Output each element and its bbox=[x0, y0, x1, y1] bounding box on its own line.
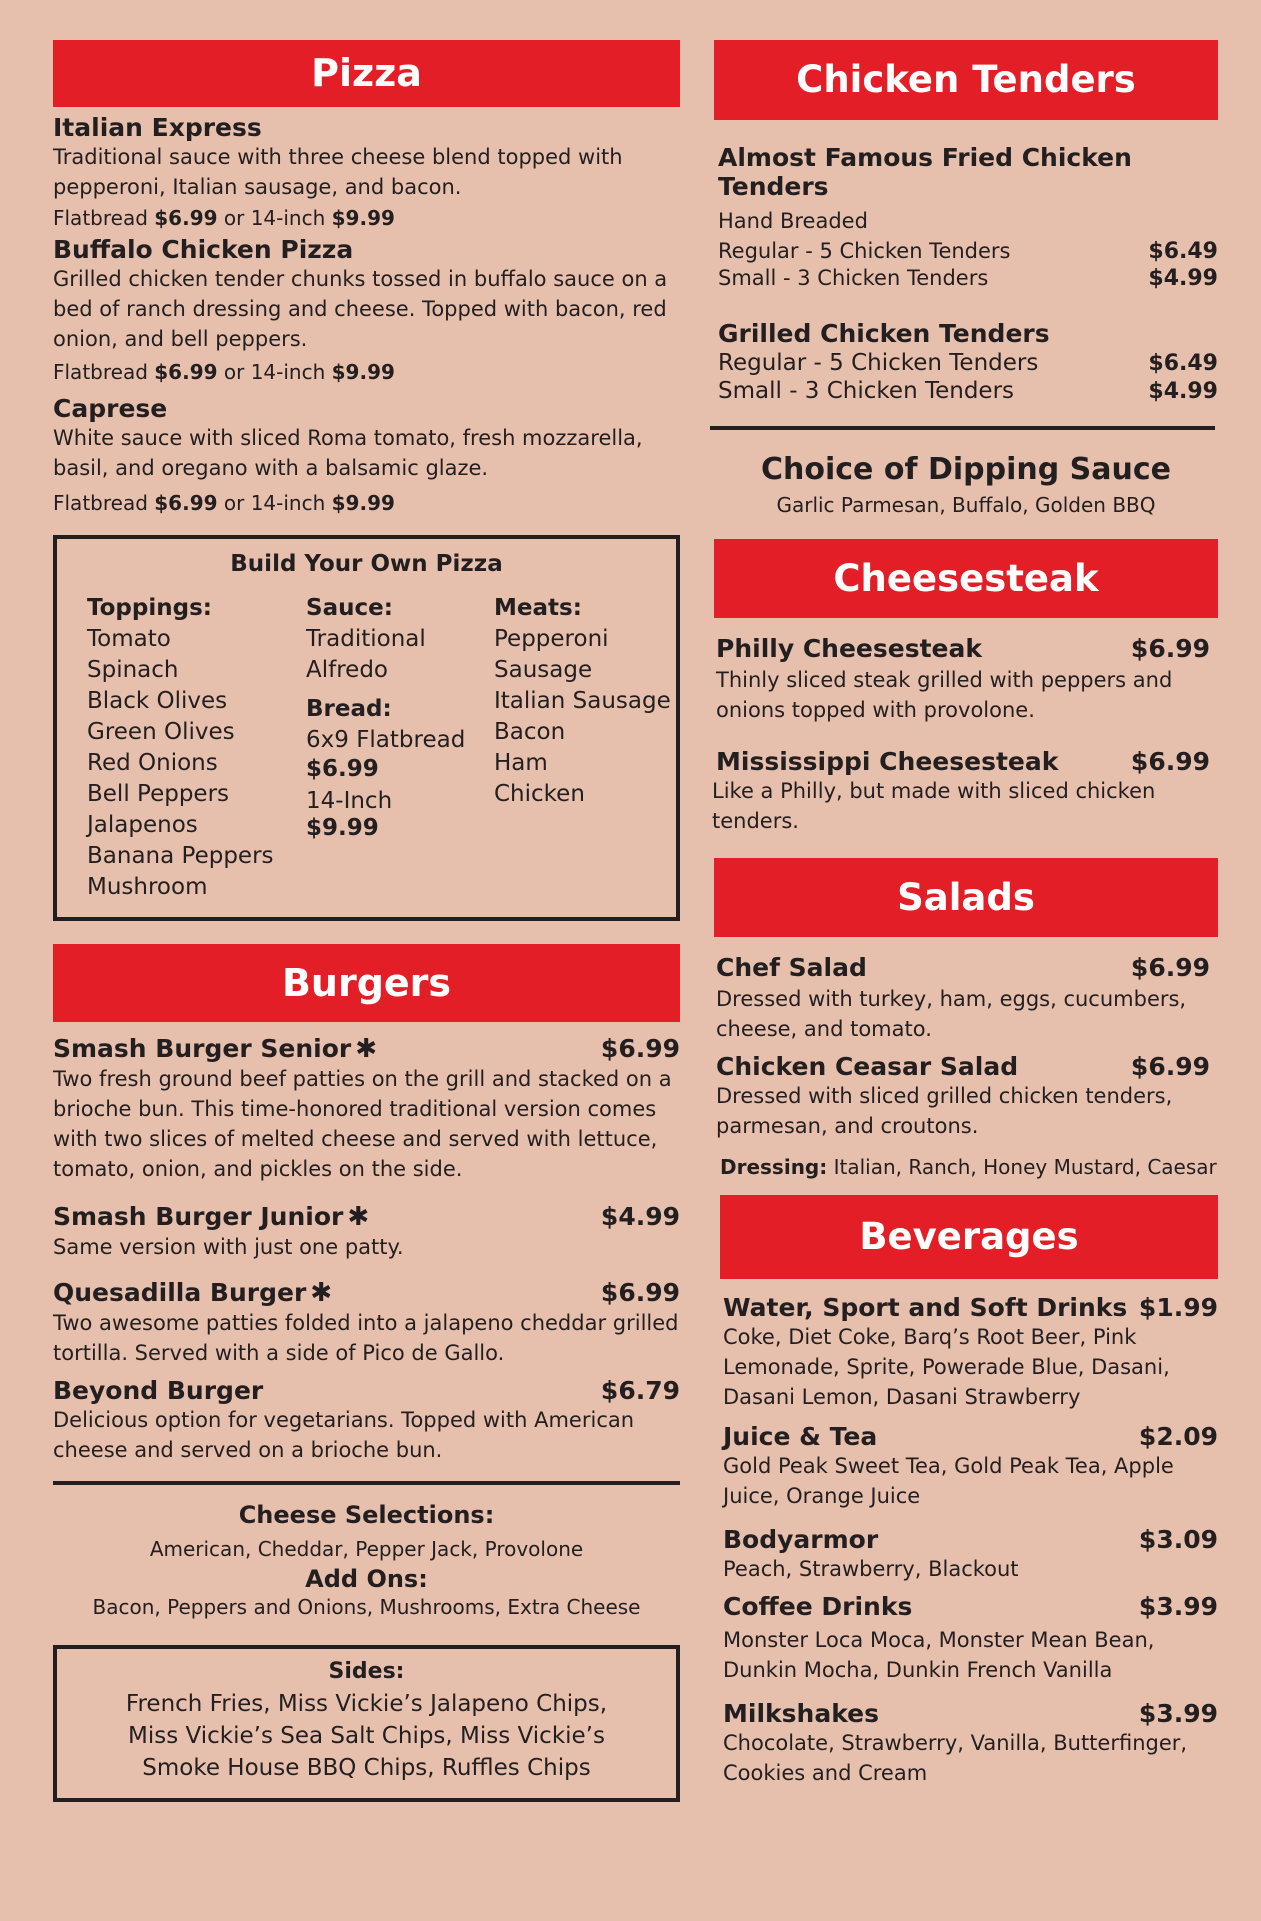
bread-price: $9.99 bbox=[306, 815, 379, 841]
pizza-item bbox=[53, 235, 680, 384]
pizza-item-name: Caprese bbox=[53, 394, 168, 423]
burgers-title: Burgers bbox=[281, 961, 452, 1005]
pizza-item bbox=[53, 394, 680, 515]
tenders-row-price: $4.99 bbox=[1148, 379, 1218, 404]
meat-item: Bacon bbox=[494, 719, 566, 745]
salad-name: Chicken Ceasar Salad bbox=[716, 1052, 1019, 1081]
sauce-item: Traditional bbox=[306, 626, 426, 652]
burger-name: Smash Burger Senior bbox=[53, 1034, 352, 1063]
star-icon: ✱ bbox=[355, 1034, 378, 1064]
salads-banner bbox=[714, 858, 1218, 937]
tenders-row-price: $4.99 bbox=[1148, 266, 1218, 291]
sides-title: Sides: bbox=[328, 1659, 405, 1684]
tenders-item-name: Almost Famous Fried Chicken Tenders bbox=[718, 143, 1132, 201]
tenders-subtitle: Hand Breaded bbox=[718, 209, 868, 233]
pizza-item-prices bbox=[53, 206, 680, 230]
fried-tenders bbox=[714, 143, 1218, 291]
beverage-desc: Coke, Diet Coke, Barq’s Root Beer, Pink Lemonade, Sprite, Powerade Blue, Dasani, Dasani Lemon, Dasani Strawberry bbox=[723, 1325, 1170, 1409]
sauce-item: Alfredo bbox=[306, 657, 388, 683]
topping-item: Jalapenos bbox=[87, 812, 198, 838]
meat-item: Pepperoni bbox=[494, 626, 609, 652]
large-price: $9.99 bbox=[331, 206, 395, 230]
cheese-selections bbox=[53, 1501, 680, 1619]
bread-item: 6x9 Flatbread bbox=[306, 727, 466, 753]
flatbread-price: $6.99 bbox=[154, 491, 218, 515]
bread-price: $6.99 bbox=[306, 756, 379, 782]
burger-item bbox=[53, 1034, 680, 1184]
beverage-price: $3.99 bbox=[1138, 1699, 1218, 1728]
tenders-row bbox=[718, 266, 1218, 291]
large-label: or 14-inch bbox=[223, 491, 326, 515]
divider bbox=[710, 426, 1215, 430]
beverage-item bbox=[723, 1422, 1218, 1511]
beverage-name: Bodyarmor bbox=[723, 1525, 879, 1554]
beverage-item bbox=[723, 1699, 1218, 1788]
cheesesteak-banner bbox=[714, 539, 1218, 618]
toppings-label: Toppings: bbox=[87, 595, 212, 621]
tenders-row-label: Regular - 5 Chicken Tenders bbox=[718, 239, 1011, 263]
pizza-item-name: Buffalo Chicken Pizza bbox=[53, 235, 354, 264]
tenders-title: Chicken Tenders bbox=[796, 58, 1136, 101]
meat-item: Ham bbox=[494, 750, 548, 776]
cheesesteak-item bbox=[714, 634, 1218, 725]
topping-item: Banana Peppers bbox=[87, 843, 274, 869]
meat-item: Sausage bbox=[494, 657, 593, 683]
byo-columns bbox=[87, 593, 676, 903]
salad-item bbox=[714, 953, 1218, 1044]
cheesesteak-title: Cheesesteak bbox=[833, 557, 1099, 600]
beverages-banner bbox=[720, 1195, 1218, 1279]
burger-desc: Two fresh ground beef patties on the grill and stacked on a brioche bun. This time-honored traditional version comes with two slices of melted cheese and served with lettuce, tomato, onion, and pickles on the side. bbox=[53, 1067, 672, 1181]
topping-item: Red Onions bbox=[87, 750, 218, 776]
beverage-name: Milkshakes bbox=[723, 1699, 879, 1728]
sauce-bread-column bbox=[306, 593, 494, 903]
salad-desc: Dressed with turkey, ham, eggs, cucumbers, cheese, and tomato. bbox=[716, 987, 1187, 1041]
build-your-own-box bbox=[53, 535, 680, 921]
cheesesteak-price: $6.99 bbox=[1130, 747, 1210, 776]
meats-column bbox=[494, 593, 671, 903]
tenders-row-price: $6.49 bbox=[1148, 239, 1218, 264]
addons-label: Add Ons: bbox=[305, 1565, 428, 1593]
sides-line: French Fries, Miss Vickie’s Jalapeno Chips, bbox=[125, 1691, 608, 1717]
beverage-price: $2.09 bbox=[1138, 1422, 1218, 1451]
dipping-sauce-title: Choice of Dipping Sauce bbox=[761, 452, 1171, 487]
sides-box bbox=[53, 1645, 680, 1802]
star-icon: ✱ bbox=[310, 1278, 333, 1308]
cheesesteak-desc: Thinly sliced steak grilled with peppers and onions topped with provolone. bbox=[716, 668, 1173, 722]
salad-item bbox=[714, 1052, 1218, 1141]
beverage-name: Coffee Drinks bbox=[723, 1592, 913, 1621]
beverage-name: Water, Sport and Soft Drinks bbox=[723, 1293, 1128, 1322]
flatbread-label: Flatbread bbox=[53, 491, 148, 515]
topping-item: Green Olives bbox=[87, 719, 235, 745]
beverage-item bbox=[723, 1525, 1218, 1584]
tenders-item-name: Grilled Chicken Tenders bbox=[718, 319, 1050, 348]
pizza-banner bbox=[53, 40, 680, 107]
dressing-label: Dressing: bbox=[720, 1155, 828, 1179]
tenders-row-label: Small - 3 Chicken Tenders bbox=[718, 266, 989, 290]
beverage-item bbox=[723, 1293, 1218, 1412]
dipping-sauce-list: Garlic Parmesan, Buffalo, Golden BBQ bbox=[776, 493, 1156, 517]
salad-name: Chef Salad bbox=[716, 953, 867, 982]
salad-desc: Dressed with sliced grilled chicken tenders, parmesan, and croutons. bbox=[716, 1084, 1173, 1138]
sides-list bbox=[57, 1688, 676, 1784]
sides-line: Smoke House BBQ Chips, Ruffles Chips bbox=[142, 1755, 591, 1781]
sauce-label: Sauce: bbox=[306, 595, 393, 621]
pizza-item-name: Italian Express bbox=[53, 113, 262, 142]
beverages-title: Beverages bbox=[859, 1215, 1079, 1258]
topping-item: Bell Peppers bbox=[87, 781, 230, 807]
dipping-sauce bbox=[714, 452, 1218, 517]
beverage-desc: Chocolate, Strawberry, Vanilla, Butterfinger, Cookies and Cream bbox=[723, 1731, 1188, 1785]
meats-label: Meats: bbox=[494, 595, 582, 621]
burger-desc: Delicious option for vegetarians. Topped with American cheese and served on a brioche bun. bbox=[53, 1408, 635, 1462]
beverage-desc: Gold Peak Sweet Tea, Gold Peak Tea, Apple Juice, Orange Juice bbox=[723, 1454, 1174, 1508]
tenders-row-label: Regular - 5 Chicken Tenders bbox=[718, 350, 1039, 376]
burger-desc: Same version with just one patty. bbox=[53, 1235, 404, 1259]
flatbread-label: Flatbread bbox=[53, 360, 148, 384]
cheese-label: Cheese Selections: bbox=[238, 1501, 495, 1529]
right-column bbox=[714, 40, 1218, 1788]
burger-price: $6.99 bbox=[600, 1278, 680, 1307]
flatbread-price: $6.99 bbox=[154, 206, 218, 230]
burgers-banner bbox=[53, 944, 680, 1022]
large-price: $9.99 bbox=[331, 491, 395, 515]
flatbread-label: Flatbread bbox=[53, 206, 148, 230]
pizza-title: Pizza bbox=[311, 51, 422, 95]
pizza-item-desc: White sauce with sliced Roma tomato, fresh mozzarella, basil, and oregano with a balsamic glaze. bbox=[53, 426, 643, 480]
large-label: or 14-inch bbox=[223, 206, 326, 230]
burger-price: $4.99 bbox=[600, 1202, 680, 1231]
divider bbox=[53, 1481, 680, 1485]
topping-item: Tomato bbox=[87, 626, 171, 652]
cheesesteak-price: $6.99 bbox=[1130, 634, 1210, 663]
byo-title: Build Your Own Pizza bbox=[230, 551, 503, 577]
beverage-item bbox=[723, 1592, 1218, 1685]
dressing-list: Italian, Ranch, Honey Mustard, Caesar bbox=[833, 1155, 1217, 1179]
burger-desc: Two awesome patties folded into a jalapeno cheddar grilled tortilla. Served with a side of Pico de Gallo. bbox=[53, 1311, 679, 1365]
grilled-tenders bbox=[714, 319, 1218, 404]
pizza-item-desc: Grilled chicken tender chunks tossed in buffalo sauce on a bed of ranch dressing and cheese. Topped with bacon, red onion, and bell peppers. bbox=[53, 267, 668, 351]
beverage-desc: Monster Loca Moca, Monster Mean Bean, Dunkin Mocha, Dunkin French Vanilla bbox=[723, 1628, 1155, 1682]
beverage-price: $3.99 bbox=[1138, 1592, 1218, 1621]
cheesesteak-name: Mississippi Cheesesteak bbox=[716, 747, 1059, 776]
star-icon: ✱ bbox=[347, 1202, 370, 1232]
burger-name: Quesadilla Burger bbox=[53, 1278, 307, 1307]
burger-name: Beyond Burger bbox=[53, 1376, 264, 1405]
salad-price: $6.99 bbox=[1130, 953, 1210, 982]
bread-label: Bread: bbox=[306, 696, 392, 722]
cheesesteak-name: Philly Cheesesteak bbox=[716, 634, 983, 663]
salad-price: $6.99 bbox=[1130, 1052, 1210, 1081]
beverages-list bbox=[714, 1293, 1218, 1788]
salads-title: Salads bbox=[897, 876, 1035, 919]
tenders-row-price: $6.49 bbox=[1148, 351, 1218, 376]
sides-line: Miss Vickie’s Sea Salt Chips, Miss Vickie’s bbox=[128, 1723, 605, 1749]
beverage-price: $1.99 bbox=[1138, 1293, 1218, 1322]
cheesesteak-desc: Like a Philly, but made with sliced chicken tenders. bbox=[712, 779, 1156, 833]
large-label: or 14-inch bbox=[223, 360, 326, 384]
burger-name: Smash Burger Junior bbox=[53, 1202, 344, 1231]
tenders-row bbox=[718, 378, 1218, 404]
tenders-row bbox=[718, 239, 1218, 264]
addons-list: Bacon, Peppers and Onions, Mushrooms, Extra Cheese bbox=[92, 1595, 641, 1619]
dressing-line bbox=[714, 1155, 1218, 1179]
topping-item: Black Olives bbox=[87, 688, 228, 714]
tenders-banner bbox=[714, 40, 1218, 120]
flatbread-price: $6.99 bbox=[154, 360, 218, 384]
pizza-item-desc: Traditional sauce with three cheese blend topped with pepperoni, Italian sausage, and bacon. bbox=[53, 145, 623, 199]
beverage-name: Juice & Tea bbox=[723, 1422, 878, 1451]
pizza-item-prices bbox=[53, 360, 680, 384]
burger-item bbox=[53, 1202, 680, 1262]
cheesesteak-item bbox=[714, 747, 1218, 836]
burger-price: $6.99 bbox=[600, 1034, 680, 1063]
burger-item bbox=[53, 1278, 680, 1368]
tenders-row bbox=[718, 350, 1218, 376]
tenders-row-label: Small - 3 Chicken Tenders bbox=[718, 378, 1015, 404]
left-column bbox=[53, 40, 680, 1802]
pizza-item-prices bbox=[53, 491, 680, 515]
meat-item: Chicken bbox=[494, 781, 585, 807]
large-price: $9.99 bbox=[331, 360, 395, 384]
topping-item: Spinach bbox=[87, 657, 179, 683]
topping-item: Mushroom bbox=[87, 874, 208, 900]
burger-price: $6.79 bbox=[600, 1376, 680, 1405]
pizza-item bbox=[53, 113, 680, 230]
beverage-desc: Peach, Strawberry, Blackout bbox=[723, 1557, 1019, 1581]
toppings-column bbox=[87, 593, 306, 903]
cheese-list: American, Cheddar, Pepper Jack, Provolone bbox=[149, 1537, 584, 1561]
bread-item: 14-Inch bbox=[306, 788, 393, 814]
burger-item bbox=[53, 1376, 680, 1465]
beverage-price: $3.09 bbox=[1138, 1525, 1218, 1554]
meat-item: Italian Sausage bbox=[494, 688, 671, 714]
